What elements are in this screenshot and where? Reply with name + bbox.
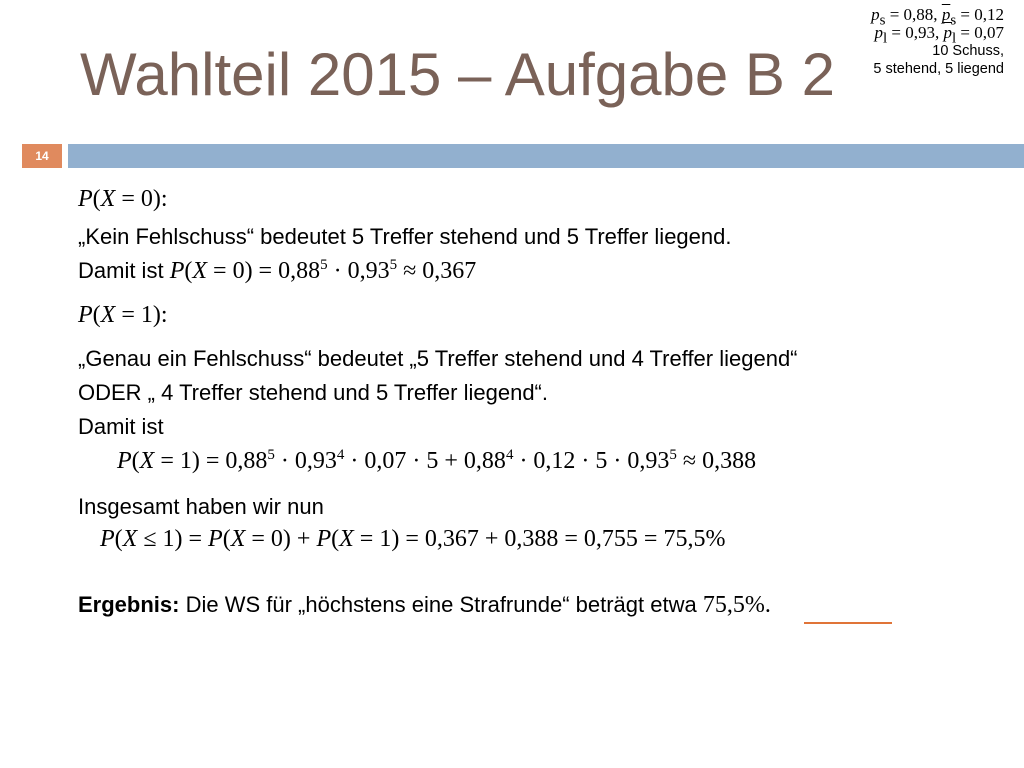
text-insgesamt: Insgesamt haben wir nun [78, 494, 324, 519]
paren: ( [331, 526, 340, 552]
symbol-x: X [339, 526, 354, 552]
note-sub-l: l [882, 30, 888, 47]
formula-part: · 0,12 · 5 · 0,93 [513, 448, 670, 474]
symbol-x: X [122, 526, 138, 552]
text-one-miss: „Genau ein Fehlschuss“ bedeutet „5 Treffer stehend und 4 Treffer liegend“ [78, 346, 798, 371]
formula-part: = 0) + [245, 526, 317, 552]
formula-part: = 1) = 0,367 + 0,388 = 0,755 = 75,5% [353, 526, 726, 552]
note-value: = 0,93, [887, 23, 944, 42]
text-result-p0 [78, 258, 476, 285]
exponent: 5 [669, 447, 677, 463]
exponent: 4 [336, 447, 345, 463]
formula-part: · 0,93 [274, 448, 337, 474]
header-strip [68, 144, 1024, 168]
formula-part: = 1) = 0,88 [154, 448, 268, 474]
text-no-miss: „Kein Fehlschuss“ bedeutet 5 Treffer stehend und 5 Treffer liegend. [78, 224, 732, 249]
result-line [78, 592, 771, 619]
heading-rest: = 1): [115, 302, 168, 328]
symbol-p: P [208, 526, 223, 552]
note-p-symbol: p [874, 23, 883, 42]
result-underline [804, 622, 892, 624]
header-bar [0, 144, 1024, 168]
formula-p-x-1 [117, 448, 756, 475]
note-p-symbol: p [871, 5, 880, 24]
symbol-p: P [117, 448, 132, 474]
symbol-x: X [100, 302, 116, 328]
text-prefix: Damit ist [78, 258, 170, 283]
exponent: 5 [320, 257, 328, 273]
exponent: 4 [505, 447, 514, 463]
result-value: 75,5%. [702, 592, 771, 618]
result-label: Ergebnis: [78, 592, 180, 617]
formula-part: ≈ 0,367 [397, 258, 477, 284]
note-value: = 0,12 [956, 5, 1004, 24]
formula-part: = 0) = 0,88 [207, 258, 321, 284]
symbol-p: P [316, 526, 332, 552]
note-sub-s: s [879, 12, 886, 29]
note-value: = 0,07 [956, 23, 1004, 42]
exponent: 5 [389, 257, 398, 273]
note-pbar-symbol: $\overline{p}$ [943, 23, 952, 42]
paren: ( [184, 258, 193, 284]
note-split: 5 stehend, 5 liegend [873, 61, 1004, 77]
formula-part: · 0,07 · 5 + 0,88 [344, 448, 506, 474]
paren: ( [92, 302, 101, 328]
paren: ( [92, 186, 101, 212]
result-text: Die WS für „höchstens eine Strafrunde“ beträgt etwa [179, 592, 703, 617]
note-sub-s: s [950, 12, 957, 29]
symbol-x: X [100, 186, 116, 212]
note-pbar-symbol: $\overline{p}$ [941, 5, 951, 24]
paren: ( [114, 526, 123, 552]
corner-note [704, 6, 1004, 78]
text-damit-ist: Damit ist [78, 414, 164, 439]
paren: ( [222, 526, 231, 552]
symbol-p: P [100, 526, 115, 552]
symbol-x: X [139, 448, 155, 474]
paren: ( [131, 448, 140, 474]
note-standing-probabilities [704, 5, 1004, 29]
formula-part: · 0,93 [327, 258, 390, 284]
note-value: = 0,88, [885, 5, 942, 24]
symbol-p: P [78, 186, 93, 212]
symbol-p: P [78, 302, 93, 328]
symbol-p: P [169, 258, 185, 284]
heading-rest: = 0): [115, 186, 168, 212]
exponent: 5 [267, 447, 275, 463]
formula-total [100, 526, 725, 553]
heading-p-x-0 [78, 186, 168, 213]
formula-part: ≈ 0,388 [676, 448, 757, 474]
symbol-x: X [230, 526, 246, 552]
note-shots: 10 Schuss, [932, 43, 1004, 59]
text-or: ODER „ 4 Treffer stehend und 5 Treffer liegend“. [78, 380, 548, 405]
symbol-x: X [192, 258, 208, 284]
formula-part: ≤ 1) = [137, 526, 209, 552]
note-sub-l: l [951, 30, 957, 47]
note-lying-probabilities [704, 23, 1004, 47]
slide-title: Wahlteil 2015 – Aufgabe B 2 [80, 41, 835, 108]
slide-number-badge: 14 [22, 144, 62, 168]
heading-p-x-1 [78, 302, 168, 329]
